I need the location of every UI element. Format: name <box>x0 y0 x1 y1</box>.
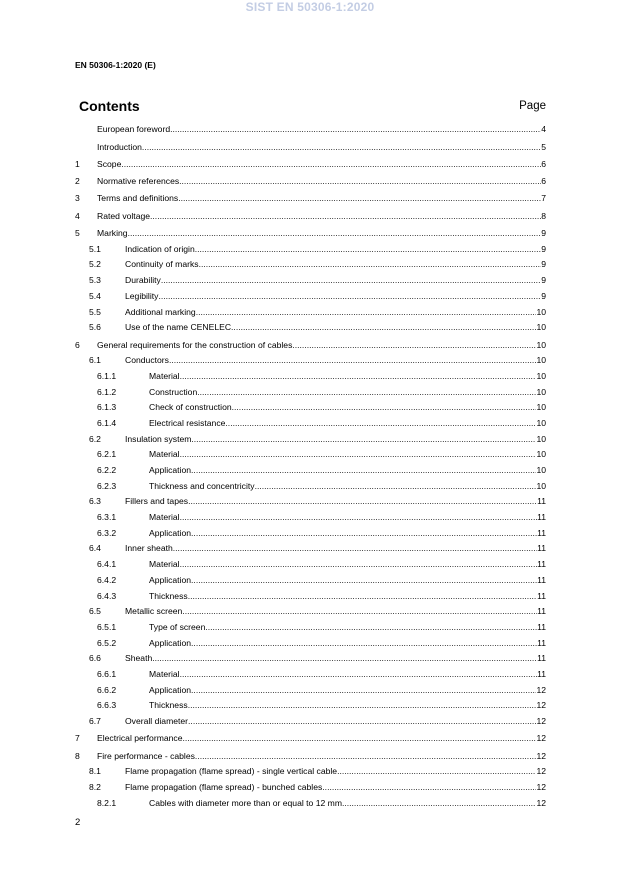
toc-entry-page: 10 <box>536 465 546 475</box>
toc-entry-page: 10 <box>536 449 546 460</box>
toc-entry-page: 9 <box>541 243 546 254</box>
toc-entry-number: 6.2.2 <box>97 465 117 475</box>
toc-entry-number: 6.4.1 <box>97 559 117 570</box>
table-of-contents <box>75 118 546 809</box>
toc-entry-page: 11 <box>537 496 546 507</box>
dot-leader <box>191 464 536 476</box>
toc-entry-title: Application <box>149 574 192 585</box>
toc-entry-number: 5.1 <box>89 243 101 254</box>
dot-leader <box>188 495 537 507</box>
toc-entry-number: 6.2 <box>89 433 101 444</box>
dot-leader <box>231 321 536 333</box>
toc-entry-number: 6.6.1 <box>97 668 117 679</box>
toc-entry[interactable] <box>75 586 546 602</box>
toc-entry-number: 6.2.3 <box>97 480 117 491</box>
toc-entry-title: Introduction <box>97 141 142 152</box>
dot-leader <box>179 175 541 187</box>
toc-entry[interactable] <box>75 366 546 382</box>
toc-entry-title: Fire performance - cables <box>97 750 195 761</box>
toc-entry-number: 4 <box>75 210 80 221</box>
toc-entry-title: Material <box>149 449 180 460</box>
dot-leader <box>180 448 537 460</box>
toc-entry[interactable] <box>75 413 546 429</box>
toc-entry-title: Electrical resistance <box>149 417 226 428</box>
toc-entry-number: 5.4 <box>89 290 101 301</box>
toc-entry-page: 11 <box>537 527 546 538</box>
dot-leader <box>322 781 536 793</box>
toc-entry-page: 12 <box>536 716 546 726</box>
dot-leader <box>183 732 537 744</box>
toc-entry-title: Thickness <box>149 700 188 711</box>
toc-entry-number: 1 <box>75 158 80 169</box>
toc-entry[interactable] <box>75 711 546 727</box>
toc-entry[interactable] <box>75 777 546 793</box>
dot-leader <box>150 210 541 222</box>
toc-entry-title: Flame propagation (flame spread) - bunched cables <box>125 781 323 792</box>
toc-entry-title: Thickness and concentricity <box>149 480 255 491</box>
toc-entry[interactable] <box>75 187 546 204</box>
dot-leader <box>225 417 536 429</box>
toc-entry-number: 8.2 <box>89 781 101 792</box>
toc-entry-number: 5.3 <box>89 275 101 286</box>
toc-entry[interactable] <box>75 135 546 152</box>
toc-entry-page: 4 <box>541 124 546 135</box>
dot-leader <box>180 668 538 680</box>
dot-leader <box>191 574 537 586</box>
toc-entry-number: 6.6.2 <box>97 684 117 695</box>
toc-entry-number: 6.3.2 <box>97 527 117 538</box>
toc-entry[interactable] <box>75 239 546 255</box>
toc-entry[interactable] <box>75 270 546 286</box>
toc-entry-page: 10 <box>536 355 546 366</box>
dot-leader <box>170 123 541 135</box>
toc-entry-number: 8 <box>75 750 80 761</box>
toc-entry-title: Material <box>149 512 180 523</box>
toc-entry[interactable] <box>75 170 546 187</box>
toc-entry[interactable] <box>75 602 546 618</box>
toc-entry-page: 11 <box>537 543 546 554</box>
toc-entry-title: Application <box>149 465 192 475</box>
toc-entry-number: 2 <box>75 176 80 187</box>
toc-entry-page: 11 <box>537 559 546 570</box>
toc-entry-page: 11 <box>537 574 546 585</box>
dot-leader <box>169 354 536 366</box>
toc-entry-page: 11 <box>537 637 546 648</box>
dot-leader <box>188 590 537 602</box>
toc-entry-page: 10 <box>536 306 546 317</box>
dot-leader <box>191 527 537 539</box>
dot-leader <box>337 765 536 777</box>
toc-entry[interactable] <box>75 429 546 445</box>
dot-leader <box>180 558 538 570</box>
toc-entry-page: 12 <box>536 750 546 761</box>
toc-entry[interactable] <box>75 727 546 744</box>
toc-entry-title: Flame propagation (flame spread) - single vertical cable <box>125 766 338 777</box>
dot-leader <box>182 605 537 617</box>
toc-entry-number: 3 <box>75 193 80 204</box>
toc-entry-title: Scope <box>97 158 122 169</box>
toc-entry-number: 6.1.2 <box>97 386 117 397</box>
toc-entry-number: 6.4 <box>89 543 101 554</box>
toc-entry-title: European foreword <box>97 124 171 135</box>
toc-entry-page: 11 <box>537 621 546 632</box>
dot-leader <box>180 370 537 382</box>
toc-entry-number: 6.4.3 <box>97 590 117 601</box>
toc-entry-number: 6.1.3 <box>97 402 117 413</box>
toc-entry[interactable] <box>75 664 546 680</box>
dot-leader <box>195 243 541 255</box>
toc-entry-number: 5 <box>75 228 80 239</box>
toc-entry-number: 6.1.4 <box>97 417 117 428</box>
toc-entry-title: Durability <box>125 275 161 286</box>
toc-entry-page: 6 <box>541 158 546 169</box>
toc-entry-page: 12 <box>536 684 546 695</box>
dot-leader <box>196 306 537 318</box>
toc-entry-page: 10 <box>536 339 546 350</box>
toc-entry-page: 12 <box>536 733 546 744</box>
toc-entry[interactable] <box>75 649 546 665</box>
toc-entry-title: Insulation system <box>125 433 192 444</box>
toc-entry-title: Application <box>149 527 192 538</box>
toc-entry-title: Cables with diameter more than or equal to 12 mm <box>149 797 342 808</box>
dot-leader <box>195 750 537 762</box>
toc-entry-number: 5.5 <box>89 306 101 317</box>
toc-entry-page: 10 <box>536 417 546 428</box>
toc-entry-number: 6.6 <box>89 653 101 664</box>
toc-entry-page: 8 <box>541 210 546 221</box>
page-number: 2 <box>75 817 81 828</box>
dot-leader <box>191 637 537 649</box>
toc-entry[interactable] <box>75 255 546 271</box>
toc-entry-title: Overall diameter <box>125 716 189 726</box>
toc-entry[interactable] <box>75 222 546 239</box>
toc-entry-number: 6.4.2 <box>97 574 117 585</box>
toc-entry[interactable] <box>75 492 546 508</box>
dot-leader <box>121 158 541 170</box>
toc-entry-title: Thickness <box>149 590 188 601</box>
toc-entry-page: 10 <box>536 480 546 491</box>
toc-entry-page: 10 <box>536 402 546 413</box>
toc-entry[interactable] <box>75 507 546 523</box>
toc-entry[interactable] <box>75 539 546 555</box>
toc-entry-title: Material <box>149 370 180 381</box>
dot-leader <box>142 141 541 153</box>
toc-entry[interactable] <box>75 302 546 318</box>
toc-entry-page: 5 <box>541 141 546 152</box>
toc-entry[interactable] <box>75 696 546 712</box>
toc-entry-page: 9 <box>541 275 546 286</box>
toc-entry-page: 9 <box>541 290 546 301</box>
toc-entry-number: 5.6 <box>89 322 101 333</box>
toc-entry-page: 10 <box>536 386 546 397</box>
toc-entry[interactable] <box>75 680 546 696</box>
toc-entry[interactable] <box>75 633 546 649</box>
toc-entry-title: Type of screen <box>149 621 206 632</box>
toc-entry-page: 12 <box>536 766 546 777</box>
toc-entry-page: 11 <box>537 512 546 523</box>
toc-entry-title: Continuity of marks <box>125 259 199 270</box>
page-column-label: Page <box>519 100 546 112</box>
toc-entry-page: 10 <box>536 433 546 444</box>
toc-entry-title: Additional marking <box>125 306 196 317</box>
toc-entry-title: Material <box>149 668 180 679</box>
toc-entry-number: 6 <box>75 339 80 350</box>
toc-entry-title: Rated voltage <box>97 210 151 221</box>
toc-entry-title: Application <box>149 684 192 695</box>
dot-leader <box>173 542 537 554</box>
toc-entry-page: 11 <box>537 590 546 601</box>
toc-entry[interactable] <box>75 398 546 414</box>
toc-entry[interactable] <box>75 617 546 633</box>
toc-entry-number: 7 <box>75 733 80 744</box>
watermark: SIST EN 50306-1:2020 <box>245 0 375 14</box>
toc-entry-title: Check of construction <box>149 402 232 413</box>
dot-leader <box>342 797 536 809</box>
toc-entry-title: Inner sheath <box>125 543 173 554</box>
dot-leader <box>188 699 537 711</box>
toc-entry-title: Metallic screen <box>125 606 183 617</box>
toc-entry-number: 6.5.2 <box>97 637 117 648</box>
toc-entry-title: Fillers and tapes <box>125 496 189 507</box>
toc-entry[interactable] <box>75 351 546 367</box>
dot-leader <box>199 258 542 270</box>
dot-leader <box>180 511 538 523</box>
toc-entry[interactable] <box>75 570 546 586</box>
toc-entry-page: 11 <box>537 653 546 664</box>
dot-leader <box>128 227 542 239</box>
toc-entry-number: 6.1.1 <box>97 370 117 381</box>
toc-entry-page: 6 <box>541 176 546 187</box>
dot-leader <box>161 274 541 286</box>
toc-entry-number: 6.2.1 <box>97 449 117 460</box>
toc-entry[interactable] <box>75 445 546 461</box>
toc-entry-number: 6.6.3 <box>97 700 117 711</box>
toc-entry-page: 7 <box>541 193 546 204</box>
toc-entry-title: Material <box>149 559 180 570</box>
toc-entry-title: Use of the name CENELEC <box>125 322 232 333</box>
toc-entry-page: 12 <box>536 700 546 711</box>
toc-entry-page: 11 <box>537 668 546 679</box>
toc-entry-title: Indication of origin <box>125 243 195 254</box>
toc-entry-title: General requirements for the construction of cables <box>97 339 293 350</box>
toc-entry[interactable] <box>75 554 546 570</box>
toc-entry-page: 12 <box>536 797 546 808</box>
toc-entry-title: Application <box>149 637 192 648</box>
toc-entry[interactable] <box>75 762 546 778</box>
toc-entry[interactable] <box>75 204 546 221</box>
toc-entry[interactable] <box>75 333 546 350</box>
toc-entry[interactable] <box>75 476 546 492</box>
toc-entry-number: 6.7 <box>89 716 101 726</box>
contents-title: Contents <box>79 98 140 114</box>
toc-entry[interactable] <box>75 523 546 539</box>
dot-leader <box>191 684 536 696</box>
toc-entry-page: 9 <box>541 228 546 239</box>
toc-entry-title: Conductors <box>125 355 169 366</box>
toc-entry-number: 6.3.1 <box>97 512 117 523</box>
toc-entry-title: Construction <box>149 386 198 397</box>
dot-leader <box>205 621 537 633</box>
toc-entry-number: 6.5 <box>89 606 101 617</box>
toc-entry-title: Terms and definitions <box>97 193 179 204</box>
toc-entry[interactable] <box>75 744 546 761</box>
toc-entry-page: 9 <box>541 259 546 270</box>
toc-entry-number: 8.2.1 <box>97 797 117 808</box>
dot-leader <box>152 652 537 664</box>
dot-leader <box>292 339 536 351</box>
toc-entry[interactable] <box>75 318 546 334</box>
toc-entry-number: 6.3 <box>89 496 101 507</box>
toc-entry-page: 10 <box>536 322 546 333</box>
toc-entry[interactable] <box>75 118 546 135</box>
dot-leader <box>197 386 536 398</box>
toc-entry-title: Electrical performance <box>97 733 183 744</box>
toc-entry-title: Normative references <box>97 176 180 187</box>
toc-entry[interactable] <box>75 793 546 809</box>
toc-entry[interactable] <box>75 153 546 170</box>
toc-entry-page: 12 <box>536 781 546 792</box>
dot-leader <box>191 433 536 445</box>
toc-entry-title: Marking <box>97 228 128 239</box>
dot-leader <box>232 401 537 413</box>
toc-entry[interactable] <box>75 382 546 398</box>
document-id: EN 50306-1:2020 (E) <box>75 60 156 70</box>
toc-entry-title: Legibility <box>125 290 159 301</box>
dot-leader <box>255 480 537 492</box>
toc-entry-page: 10 <box>536 370 546 381</box>
dot-leader <box>158 290 541 302</box>
toc-entry-number: 8.1 <box>89 766 101 777</box>
dot-leader <box>188 715 536 727</box>
dot-leader <box>178 192 541 204</box>
toc-entry-number: 6.1 <box>89 355 101 366</box>
toc-entry-page: 11 <box>537 606 546 617</box>
toc-entry-number: 6.5.1 <box>97 621 117 632</box>
toc-entry[interactable] <box>75 286 546 302</box>
toc-entry[interactable] <box>75 460 546 476</box>
toc-entry-title: Sheath <box>125 653 153 664</box>
toc-entry-number: 5.2 <box>89 259 101 270</box>
